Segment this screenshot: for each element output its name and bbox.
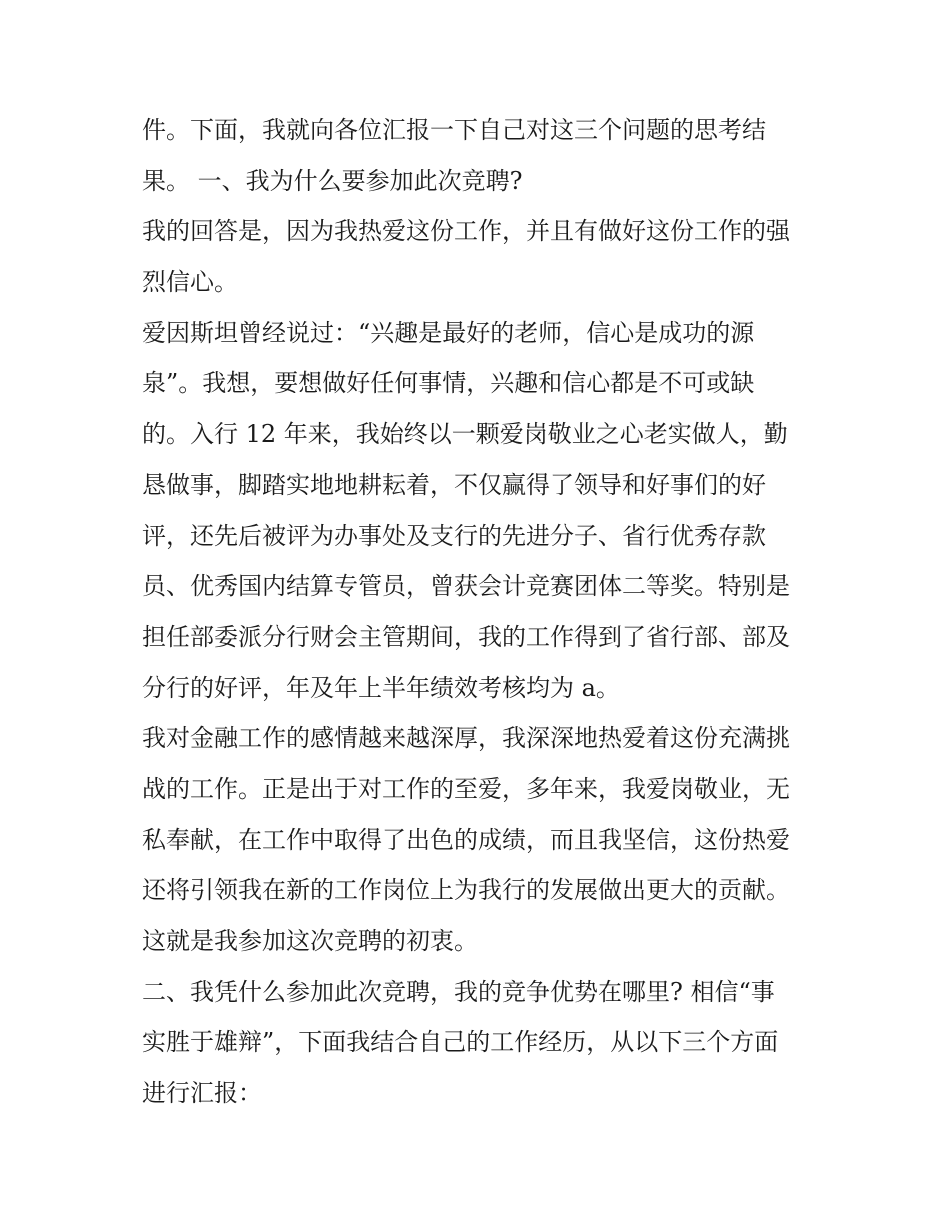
text-line: 泉”。我想，要想做好任何事情，兴趣和信心都是不可或缺 [142,369,755,398]
text-line: 我对金融工作的感情越来越深厚，我深深地热爱着这份充满挑 [142,724,790,753]
text-line: 分行的好评，年及年上半年绩效考核均为 a。 [142,673,620,702]
text-line: 二、我凭什么参加此次竞聘，我的竞争优势在哪里? 相信“事 [142,977,775,1006]
text-line: 进行汇报： [142,1079,262,1108]
text-line: 我的回答是，因为我热爱这份工作，并且有做好这份工作的强 [142,217,790,246]
text-line: 评，还先后被评为办事处及支行的先进分子、省行优秀存款 [142,521,766,550]
text-line: 爱因斯坦曾经说过：“兴趣是最好的老师，信心是成功的源 [142,318,755,347]
text-line: 果。 一、我为什么要参加此次竞聘? [142,166,523,195]
text-line: 恳做事，脚踏实地地耕耘着，不仅赢得了领导和好事们的好 [142,470,766,499]
text-line: 战的工作。正是出于对工作的至爱，多年来，我爱岗敬业，无 [142,774,790,803]
text-line: 烈信心。 [142,268,238,297]
text-line: 实胜于雄辩”，下面我结合自己的工作经历，从以下三个方面 [142,1028,779,1057]
text-line: 私奉献，在工作中取得了出色的成绩，而且我坚信，这份热爱 [142,825,790,854]
text-line: 还将引领我在新的工作岗位上为我行的发展做出更大的贡献。 [142,876,790,905]
text-line: 担任部委派分行财会主管期间，我的工作得到了省行部、部及 [142,622,790,651]
text-line: 这就是我参加这次竞聘的初衷。 [142,927,478,955]
document-body [142,105,832,1119]
text-line: 员、优秀国内结算专管员，曾获会计竞赛团体二等奖。特别是 [142,572,790,601]
text-line: 的。入行 12 年来，我始终以一颗爱岗敬业之心老实做人，勤 [142,420,788,449]
text-line: 件。下面，我就向各位汇报一下自己对这三个问题的思考结 [142,116,766,144]
